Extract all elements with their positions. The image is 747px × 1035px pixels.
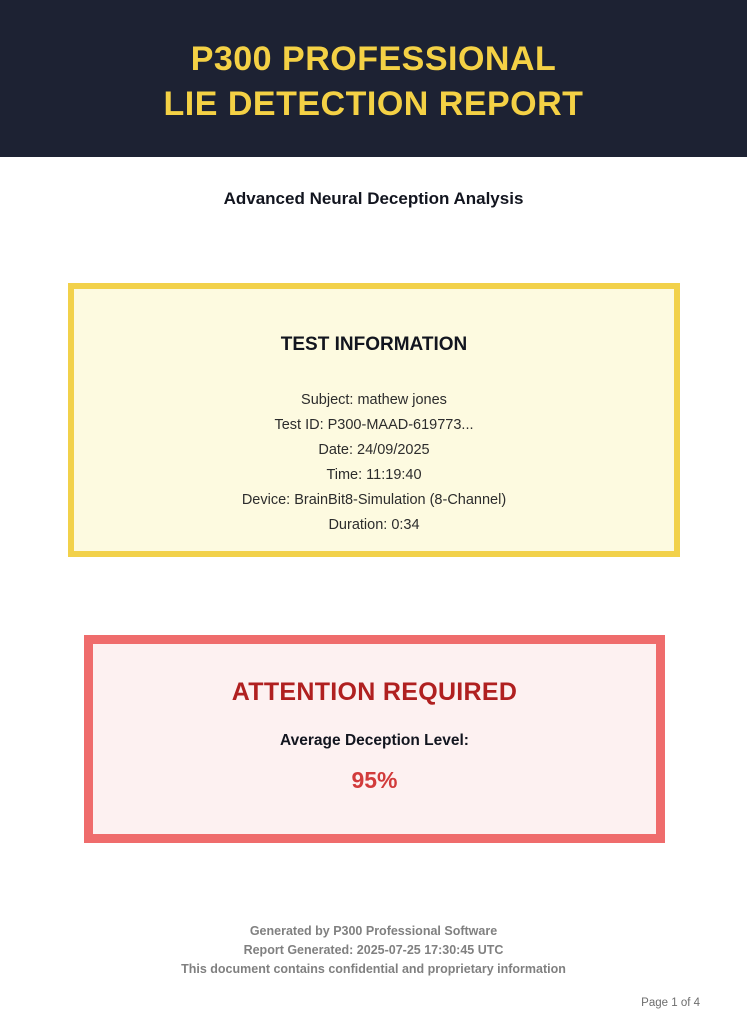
test-information-date: Date: 24/09/2025 [318,442,430,458]
test-information-heading: TEST INFORMATION [280,334,468,355]
test-information-panel [68,283,680,557]
test-information-list [74,388,674,538]
test-information-device: Device: BrainBit8-Simulation (8-Channel) [241,492,507,508]
test-information-time: Time: 11:19:40 [326,467,422,483]
footer-generated-by: Generated by P300 Professional Software [249,924,498,938]
report-footer [0,922,747,979]
page-number: Page 1 of 4 [641,997,700,1009]
report-title-line-2: LIE DETECTION REPORT [163,84,584,123]
attention-required-panel [84,635,665,843]
test-information-test-id: Test ID: P300-MAAD-619773... [274,417,474,433]
average-deception-label: Average Deception Level: [280,732,469,749]
test-information-subject: Subject: mathew jones [301,392,447,408]
report-title-line-1: P300 PROFESSIONAL [190,39,557,78]
report-header-banner [0,0,747,157]
attention-required-title: ATTENTION REQUIRED [231,678,518,706]
footer-generated-at: Report Generated: 2025-07-25 17:30:45 UTC [243,943,504,957]
test-information-duration: Duration: 0:34 [328,517,420,533]
average-deception-value: 95% [351,767,398,793]
footer-confidentiality-notice: This document contains confidential and proprietary information [181,962,566,976]
report-subtitle: Advanced Neural Deception Analysis [223,189,524,208]
